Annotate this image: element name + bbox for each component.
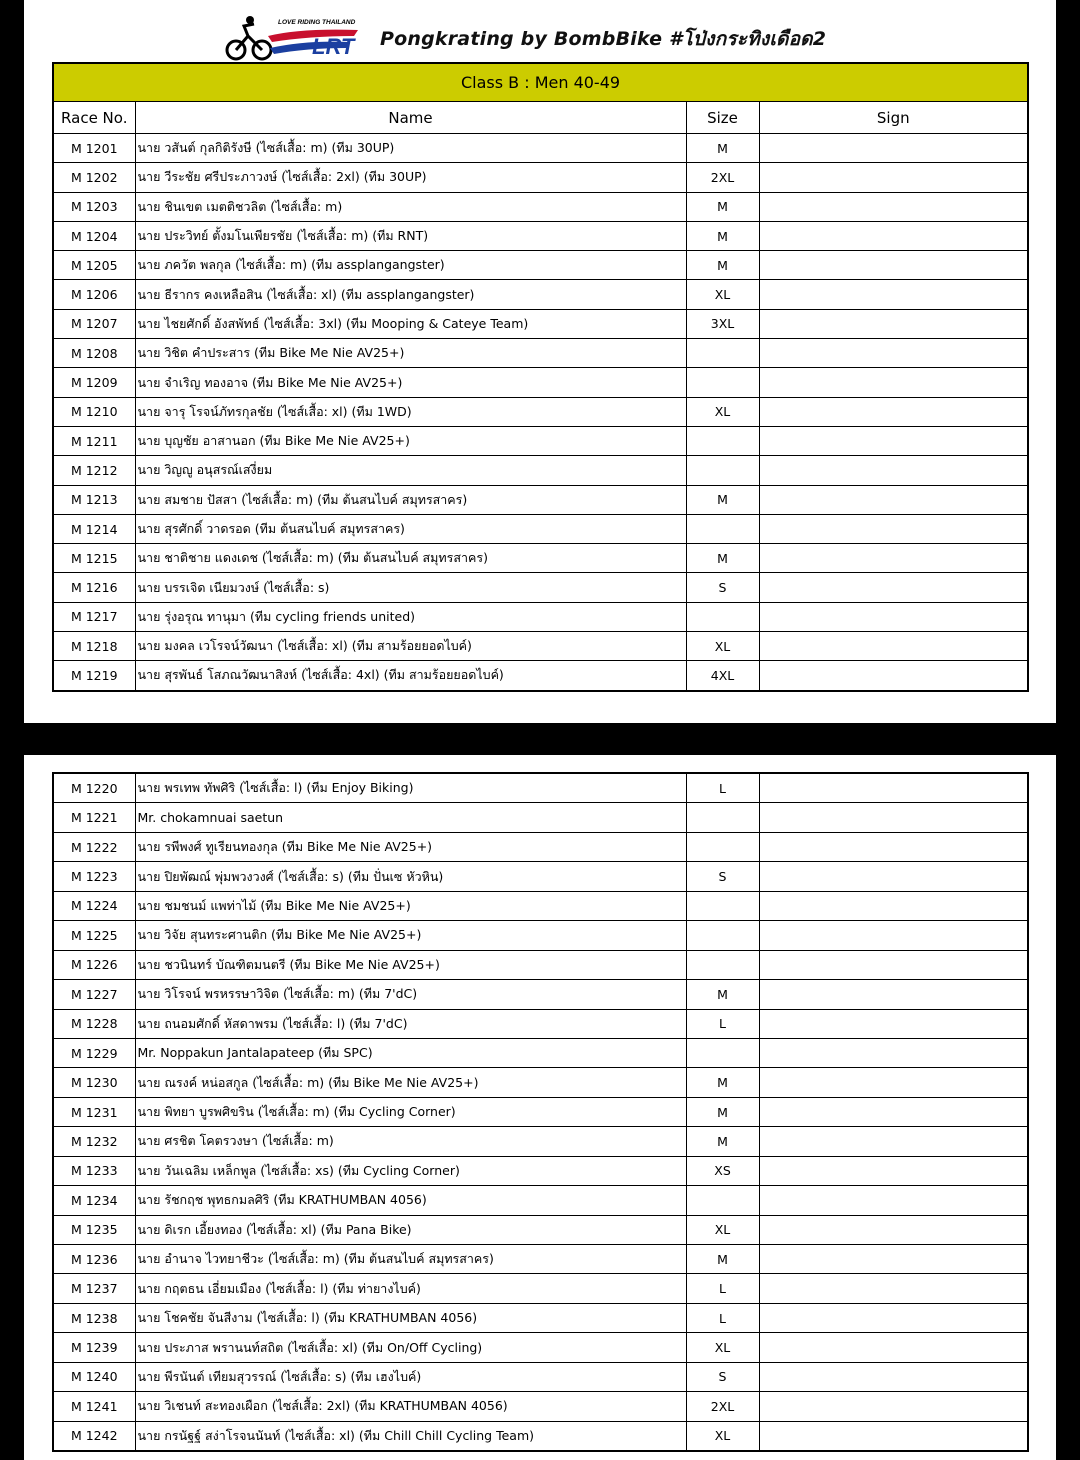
table-row bbox=[53, 891, 1028, 920]
table-row bbox=[53, 661, 1028, 691]
table-row bbox=[53, 426, 1028, 455]
size-cell: M bbox=[686, 134, 759, 163]
size-cell bbox=[686, 1186, 759, 1215]
table-row bbox=[53, 1009, 1028, 1038]
sign-cell bbox=[759, 1127, 1028, 1156]
table-row bbox=[53, 1156, 1028, 1185]
sign-cell bbox=[759, 1215, 1028, 1244]
size-cell: XL bbox=[686, 280, 759, 309]
size-cell bbox=[686, 832, 759, 861]
size-cell: M bbox=[686, 544, 759, 573]
race-no-cell: M 1242 bbox=[53, 1421, 135, 1451]
size-cell: L bbox=[686, 773, 759, 803]
table-row bbox=[53, 950, 1028, 979]
race-no-cell: M 1241 bbox=[53, 1392, 135, 1421]
name-cell: นาย สุรพันธ์ โสภณวัฒนาสิงห์ (ไซส์เสื้อ: 4xl) (ทีม สามร้อยยอดไบค์) bbox=[135, 661, 686, 691]
table-row bbox=[53, 1097, 1028, 1126]
table-row bbox=[53, 1038, 1028, 1067]
name-cell: นาย ชมชนม์ แพท่าไม้ (ทีม Bike Me Nie AV25+) bbox=[135, 891, 686, 920]
size-cell bbox=[686, 602, 759, 631]
name-cell: นาย วิโรจน์ พรหรรษาวิจิต (ไซส์เสื้อ: m) (ทีม 7'dC) bbox=[135, 980, 686, 1009]
svg-text:LOVE RIDING THAILAND: LOVE RIDING THAILAND bbox=[278, 19, 356, 26]
race-no-cell: M 1214 bbox=[53, 514, 135, 543]
name-cell: นาย ดิเรก เอี้ยงทอง (ไซส์เสื้อ: xl) (ทีม Pana Bike) bbox=[135, 1215, 686, 1244]
sign-cell bbox=[759, 573, 1028, 602]
race-no-cell: M 1233 bbox=[53, 1156, 135, 1185]
name-cell: นาย โชคชัย จันสีงาม (ไซส์เสื้อ: l) (ทีม KRATHUMBAN 4056) bbox=[135, 1303, 686, 1332]
table-row bbox=[53, 514, 1028, 543]
race-no-cell: M 1226 bbox=[53, 950, 135, 979]
name-cell: นาย ณรงค์ หน่อสกูล (ไซส์เสื้อ: m) (ทีม Bike Me Nie AV25+) bbox=[135, 1068, 686, 1097]
sign-cell bbox=[759, 1038, 1028, 1067]
table-row bbox=[53, 1333, 1028, 1362]
table-row bbox=[53, 573, 1028, 602]
size-cell: L bbox=[686, 1009, 759, 1038]
race-no-cell: M 1239 bbox=[53, 1333, 135, 1362]
sign-cell bbox=[759, 602, 1028, 631]
sign-cell bbox=[759, 1303, 1028, 1332]
table-row bbox=[53, 803, 1028, 832]
race-no-cell: M 1210 bbox=[53, 397, 135, 426]
table-row bbox=[53, 163, 1028, 192]
race-no-cell: M 1235 bbox=[53, 1215, 135, 1244]
name-cell: นาย วิเชนท์ สะทองเผือก (ไซส์เสื้อ: 2xl) (ทีม KRATHUMBAN 4056) bbox=[135, 1392, 686, 1421]
name-cell: นาย วิชิต คำประสาร (ทีม Bike Me Nie AV25+) bbox=[135, 339, 686, 368]
table-row bbox=[53, 1186, 1028, 1215]
name-cell: นาย ชาติชาย แดงเดช (ไซส์เสื้อ: m) (ทีม ต้นสนไบค์ สมุทรสาคร) bbox=[135, 544, 686, 573]
name-cell: นาย กรนัฐฐ์ สง่าโรจนนันท์ (ไซส์เสื้อ: xl) (ทีม Chill Chill Cycling Team) bbox=[135, 1421, 686, 1451]
name-cell: นาย อำนาจ ไวทยาชีวะ (ไซส์เสื้อ: m) (ทีม ต้นสนไบค์ สมุทรสาคร) bbox=[135, 1245, 686, 1274]
sign-cell bbox=[759, 309, 1028, 338]
name-cell: นาย พีรนันต์ เทียมสุวรรณ์ (ไซส์เสื้อ: s) (ทีม เฮงไบค์) bbox=[135, 1362, 686, 1391]
sign-cell bbox=[759, 1009, 1028, 1038]
sign-cell bbox=[759, 397, 1028, 426]
race-no-cell: M 1201 bbox=[53, 134, 135, 163]
race-no-cell: M 1238 bbox=[53, 1303, 135, 1332]
name-cell: นาย ภควัต พลกุล (ไซส์เสื้อ: m) (ทีม assplangangster) bbox=[135, 251, 686, 280]
race-no-cell: M 1215 bbox=[53, 544, 135, 573]
sign-cell bbox=[759, 862, 1028, 891]
race-no-cell: M 1223 bbox=[53, 862, 135, 891]
name-cell: นาย จารุ โรจน์ภัทรกุลชัย (ไซส์เสื้อ: xl) (ทีม 1WD) bbox=[135, 397, 686, 426]
size-cell bbox=[686, 456, 759, 485]
document-title: Pongkrating by BombBike #โป่งกระทิงเดือด2 bbox=[380, 28, 827, 50]
sign-cell bbox=[759, 950, 1028, 979]
table-row bbox=[53, 1421, 1028, 1451]
name-cell: นาย วีระชัย ศรีประภาวงษ์ (ไซส์เสื้อ: 2xl) (ทีม 30UP) bbox=[135, 163, 686, 192]
lrt-logo bbox=[220, 14, 368, 62]
size-cell: 2XL bbox=[686, 163, 759, 192]
name-cell: Mr. chokamnuai saetun bbox=[135, 803, 686, 832]
name-cell: นาย วสันต์ กุลกิติรังษี (ไซส์เสื้อ: m) (ทีม 30UP) bbox=[135, 134, 686, 163]
sign-cell bbox=[759, 1274, 1028, 1303]
name-cell: นาย ธีรากร คงเหลือสิน (ไซส์เสื้อ: xl) (ทีม assplangangster) bbox=[135, 280, 686, 309]
size-cell: XL bbox=[686, 1421, 759, 1451]
sign-cell bbox=[759, 891, 1028, 920]
sign-cell bbox=[759, 1333, 1028, 1362]
table-row bbox=[53, 1362, 1028, 1391]
race-no-cell: M 1225 bbox=[53, 921, 135, 950]
sign-cell bbox=[759, 426, 1028, 455]
race-no-cell: M 1216 bbox=[53, 573, 135, 602]
size-cell: 2XL bbox=[686, 1392, 759, 1421]
table-row bbox=[53, 1274, 1028, 1303]
table-row bbox=[53, 309, 1028, 338]
col-sign: Sign bbox=[759, 102, 1028, 134]
name-cell: นาย ถนอมศักดิ์ หัสดาพรม (ไซส์เสื้อ: l) (ทีม 7'dC) bbox=[135, 1009, 686, 1038]
size-cell: M bbox=[686, 1245, 759, 1274]
document-header bbox=[220, 14, 827, 64]
name-cell: นาย รุ่งอรุณ ทานุมา (ทีม cycling friends united) bbox=[135, 602, 686, 631]
size-cell bbox=[686, 1038, 759, 1067]
race-no-cell: M 1231 bbox=[53, 1097, 135, 1126]
sign-cell bbox=[759, 1245, 1028, 1274]
table-row bbox=[53, 544, 1028, 573]
race-no-cell: M 1221 bbox=[53, 803, 135, 832]
size-cell: M bbox=[686, 980, 759, 1009]
table-row bbox=[53, 832, 1028, 861]
sign-cell bbox=[759, 832, 1028, 861]
name-cell: นาย ชวนินทร์ บัณฑิตมนตรี (ทีม Bike Me Nie AV25+) bbox=[135, 950, 686, 979]
table-row bbox=[53, 456, 1028, 485]
size-cell bbox=[686, 368, 759, 397]
size-cell: M bbox=[686, 1127, 759, 1156]
size-cell: S bbox=[686, 862, 759, 891]
sign-cell bbox=[759, 1186, 1028, 1215]
name-cell: นาย ศรชิต โคตรวงษา (ไซส์เสื้อ: m) bbox=[135, 1127, 686, 1156]
size-cell: M bbox=[686, 1068, 759, 1097]
race-no-cell: M 1206 bbox=[53, 280, 135, 309]
table-row bbox=[53, 339, 1028, 368]
size-cell bbox=[686, 803, 759, 832]
table-row bbox=[53, 192, 1028, 221]
sign-cell bbox=[759, 1156, 1028, 1185]
sign-cell bbox=[759, 773, 1028, 803]
name-cell: นาย ชินเขต เมตติชวลิต (ไซส์เสื้อ: m) bbox=[135, 192, 686, 221]
race-no-cell: M 1204 bbox=[53, 221, 135, 250]
name-cell: นาย จำเริญ ทองอาจ (ทีม Bike Me Nie AV25+) bbox=[135, 368, 686, 397]
col-name: Name bbox=[135, 102, 686, 134]
col-size: Size bbox=[686, 102, 759, 134]
sign-cell bbox=[759, 456, 1028, 485]
table-row bbox=[53, 1215, 1028, 1244]
svg-text:LRT: LRT bbox=[312, 34, 355, 59]
race-no-cell: M 1212 bbox=[53, 456, 135, 485]
name-cell: นาย พรเทพ ทัพศิริ (ไซส์เสื้อ: l) (ทีม Enjoy Biking) bbox=[135, 773, 686, 803]
col-race-no: Race No. bbox=[53, 102, 135, 134]
size-cell bbox=[686, 514, 759, 543]
name-cell: นาย รัชกฤช พุทธกมลศิริ (ทีม KRATHUMBAN 4056) bbox=[135, 1186, 686, 1215]
name-cell: Mr. Noppakun Jantalapateep (ทีม SPC) bbox=[135, 1038, 686, 1067]
table-row bbox=[53, 221, 1028, 250]
race-no-cell: M 1213 bbox=[53, 485, 135, 514]
size-cell bbox=[686, 426, 759, 455]
sign-cell bbox=[759, 632, 1028, 661]
size-cell: XL bbox=[686, 1333, 759, 1362]
sign-cell bbox=[759, 921, 1028, 950]
sign-cell bbox=[759, 1362, 1028, 1391]
table-row bbox=[53, 980, 1028, 1009]
name-cell: นาย สุรศักดิ์ วาดรอด (ทีม ต้นสนไบค์ สมุทรสาคร) bbox=[135, 514, 686, 543]
name-cell: นาย บุญชัย อาสานอก (ทีม Bike Me Nie AV25+) bbox=[135, 426, 686, 455]
size-cell: 3XL bbox=[686, 309, 759, 338]
class-title: Class B : Men 40-49 bbox=[53, 63, 1028, 102]
size-cell bbox=[686, 339, 759, 368]
sign-cell bbox=[759, 544, 1028, 573]
sign-cell bbox=[759, 980, 1028, 1009]
sign-cell bbox=[759, 661, 1028, 691]
race-no-cell: M 1209 bbox=[53, 368, 135, 397]
size-cell: 4XL bbox=[686, 661, 759, 691]
size-cell bbox=[686, 891, 759, 920]
sign-cell bbox=[759, 803, 1028, 832]
table-row bbox=[53, 397, 1028, 426]
name-cell: นาย กฤตธน เอี่ยมเมือง (ไซส์เสื้อ: l) (ทีม ท่ายางไบค์) bbox=[135, 1274, 686, 1303]
name-cell: นาย ประภาส พรานนท์สถิต (ไซส์เสื้อ: xl) (ทีม On/Off Cycling) bbox=[135, 1333, 686, 1362]
race-no-cell: M 1228 bbox=[53, 1009, 135, 1038]
name-cell: นาย รพีพงศ์ ทูเรียนทองกุล (ทีม Bike Me Nie AV25+) bbox=[135, 832, 686, 861]
page-2 bbox=[24, 755, 1056, 1460]
race-no-cell: M 1229 bbox=[53, 1038, 135, 1067]
race-no-cell: M 1219 bbox=[53, 661, 135, 691]
race-no-cell: M 1230 bbox=[53, 1068, 135, 1097]
results-table-page-1 bbox=[52, 62, 1029, 692]
sign-cell bbox=[759, 1097, 1028, 1126]
sign-cell bbox=[759, 514, 1028, 543]
size-cell: M bbox=[686, 192, 759, 221]
table-row bbox=[53, 773, 1028, 803]
sign-cell bbox=[759, 368, 1028, 397]
race-no-cell: M 1236 bbox=[53, 1245, 135, 1274]
sign-cell bbox=[759, 1392, 1028, 1421]
name-cell: นาย สมชาย ปัสสา (ไซส์เสื้อ: m) (ทีม ต้นสนไบค์ สมุทรสาคร) bbox=[135, 485, 686, 514]
page-1 bbox=[24, 0, 1056, 723]
size-cell: S bbox=[686, 1362, 759, 1391]
table-row bbox=[53, 1127, 1028, 1156]
table-row bbox=[53, 862, 1028, 891]
table-row bbox=[53, 485, 1028, 514]
size-cell: XS bbox=[686, 1156, 759, 1185]
race-no-cell: M 1227 bbox=[53, 980, 135, 1009]
race-no-cell: M 1220 bbox=[53, 773, 135, 803]
sign-cell bbox=[759, 192, 1028, 221]
size-cell: M bbox=[686, 1097, 759, 1126]
race-no-cell: M 1205 bbox=[53, 251, 135, 280]
size-cell: S bbox=[686, 573, 759, 602]
name-cell: นาย ปิยพัฒณ์ พุ่มพวงวงศ์ (ไซส์เสื้อ: s) (ทีม ปั่นเซ หัวหิน) bbox=[135, 862, 686, 891]
sign-cell bbox=[759, 1421, 1028, 1451]
sign-cell bbox=[759, 485, 1028, 514]
sign-cell bbox=[759, 251, 1028, 280]
table-row bbox=[53, 1392, 1028, 1421]
table-row bbox=[53, 1068, 1028, 1097]
name-cell: นาย ไชยศักดิ์ อังสพัทธ์ (ไซส์เสื้อ: 3xl) (ทีม Mooping & Cateye Team) bbox=[135, 309, 686, 338]
sign-cell bbox=[759, 221, 1028, 250]
name-cell: นาย พิทยา บูรพศิขริน (ไซส์เสื้อ: m) (ทีม Cycling Corner) bbox=[135, 1097, 686, 1126]
size-cell: XL bbox=[686, 1215, 759, 1244]
race-no-cell: M 1237 bbox=[53, 1274, 135, 1303]
race-no-cell: M 1240 bbox=[53, 1362, 135, 1391]
table-row bbox=[53, 280, 1028, 309]
name-cell: นาย ประวิทย์ ตั้งมโนเพียรชัย (ไซส์เสื้อ: m) (ทีม RNT) bbox=[135, 221, 686, 250]
table-row bbox=[53, 632, 1028, 661]
table-row bbox=[53, 368, 1028, 397]
race-no-cell: M 1211 bbox=[53, 426, 135, 455]
name-cell: นาย มงคล เวโรจน์วัฒนา (ไซส์เสื้อ: xl) (ทีม สามร้อยยอดไบค์) bbox=[135, 632, 686, 661]
table-row bbox=[53, 251, 1028, 280]
race-no-cell: M 1222 bbox=[53, 832, 135, 861]
size-cell: L bbox=[686, 1274, 759, 1303]
size-cell: M bbox=[686, 251, 759, 280]
table-row bbox=[53, 921, 1028, 950]
size-cell: XL bbox=[686, 632, 759, 661]
size-cell bbox=[686, 921, 759, 950]
sign-cell bbox=[759, 280, 1028, 309]
sign-cell bbox=[759, 163, 1028, 192]
race-no-cell: M 1234 bbox=[53, 1186, 135, 1215]
race-no-cell: M 1202 bbox=[53, 163, 135, 192]
table-row bbox=[53, 134, 1028, 163]
size-cell: XL bbox=[686, 397, 759, 426]
name-cell: นาย วิจัย สุนทระศานติก (ทีม Bike Me Nie AV25+) bbox=[135, 921, 686, 950]
results-table-page-2 bbox=[52, 772, 1029, 1452]
race-no-cell: M 1217 bbox=[53, 602, 135, 631]
size-cell: L bbox=[686, 1303, 759, 1332]
size-cell bbox=[686, 950, 759, 979]
table-row bbox=[53, 1303, 1028, 1332]
sign-cell bbox=[759, 134, 1028, 163]
size-cell: M bbox=[686, 485, 759, 514]
race-no-cell: M 1207 bbox=[53, 309, 135, 338]
size-cell: M bbox=[686, 221, 759, 250]
name-cell: นาย บรรเจิด เนียมวงษ์ (ไซส์เสื้อ: s) bbox=[135, 573, 686, 602]
race-no-cell: M 1218 bbox=[53, 632, 135, 661]
race-no-cell: M 1232 bbox=[53, 1127, 135, 1156]
race-no-cell: M 1224 bbox=[53, 891, 135, 920]
name-cell: นาย วันเฉลิม เหล็กพูล (ไซส์เสื้อ: xs) (ทีม Cycling Corner) bbox=[135, 1156, 686, 1185]
race-no-cell: M 1208 bbox=[53, 339, 135, 368]
table-row bbox=[53, 602, 1028, 631]
sign-cell bbox=[759, 1068, 1028, 1097]
name-cell: นาย วิญญู อนุสรณ์เสงี่ยม bbox=[135, 456, 686, 485]
race-no-cell: M 1203 bbox=[53, 192, 135, 221]
sign-cell bbox=[759, 339, 1028, 368]
table-row bbox=[53, 1245, 1028, 1274]
